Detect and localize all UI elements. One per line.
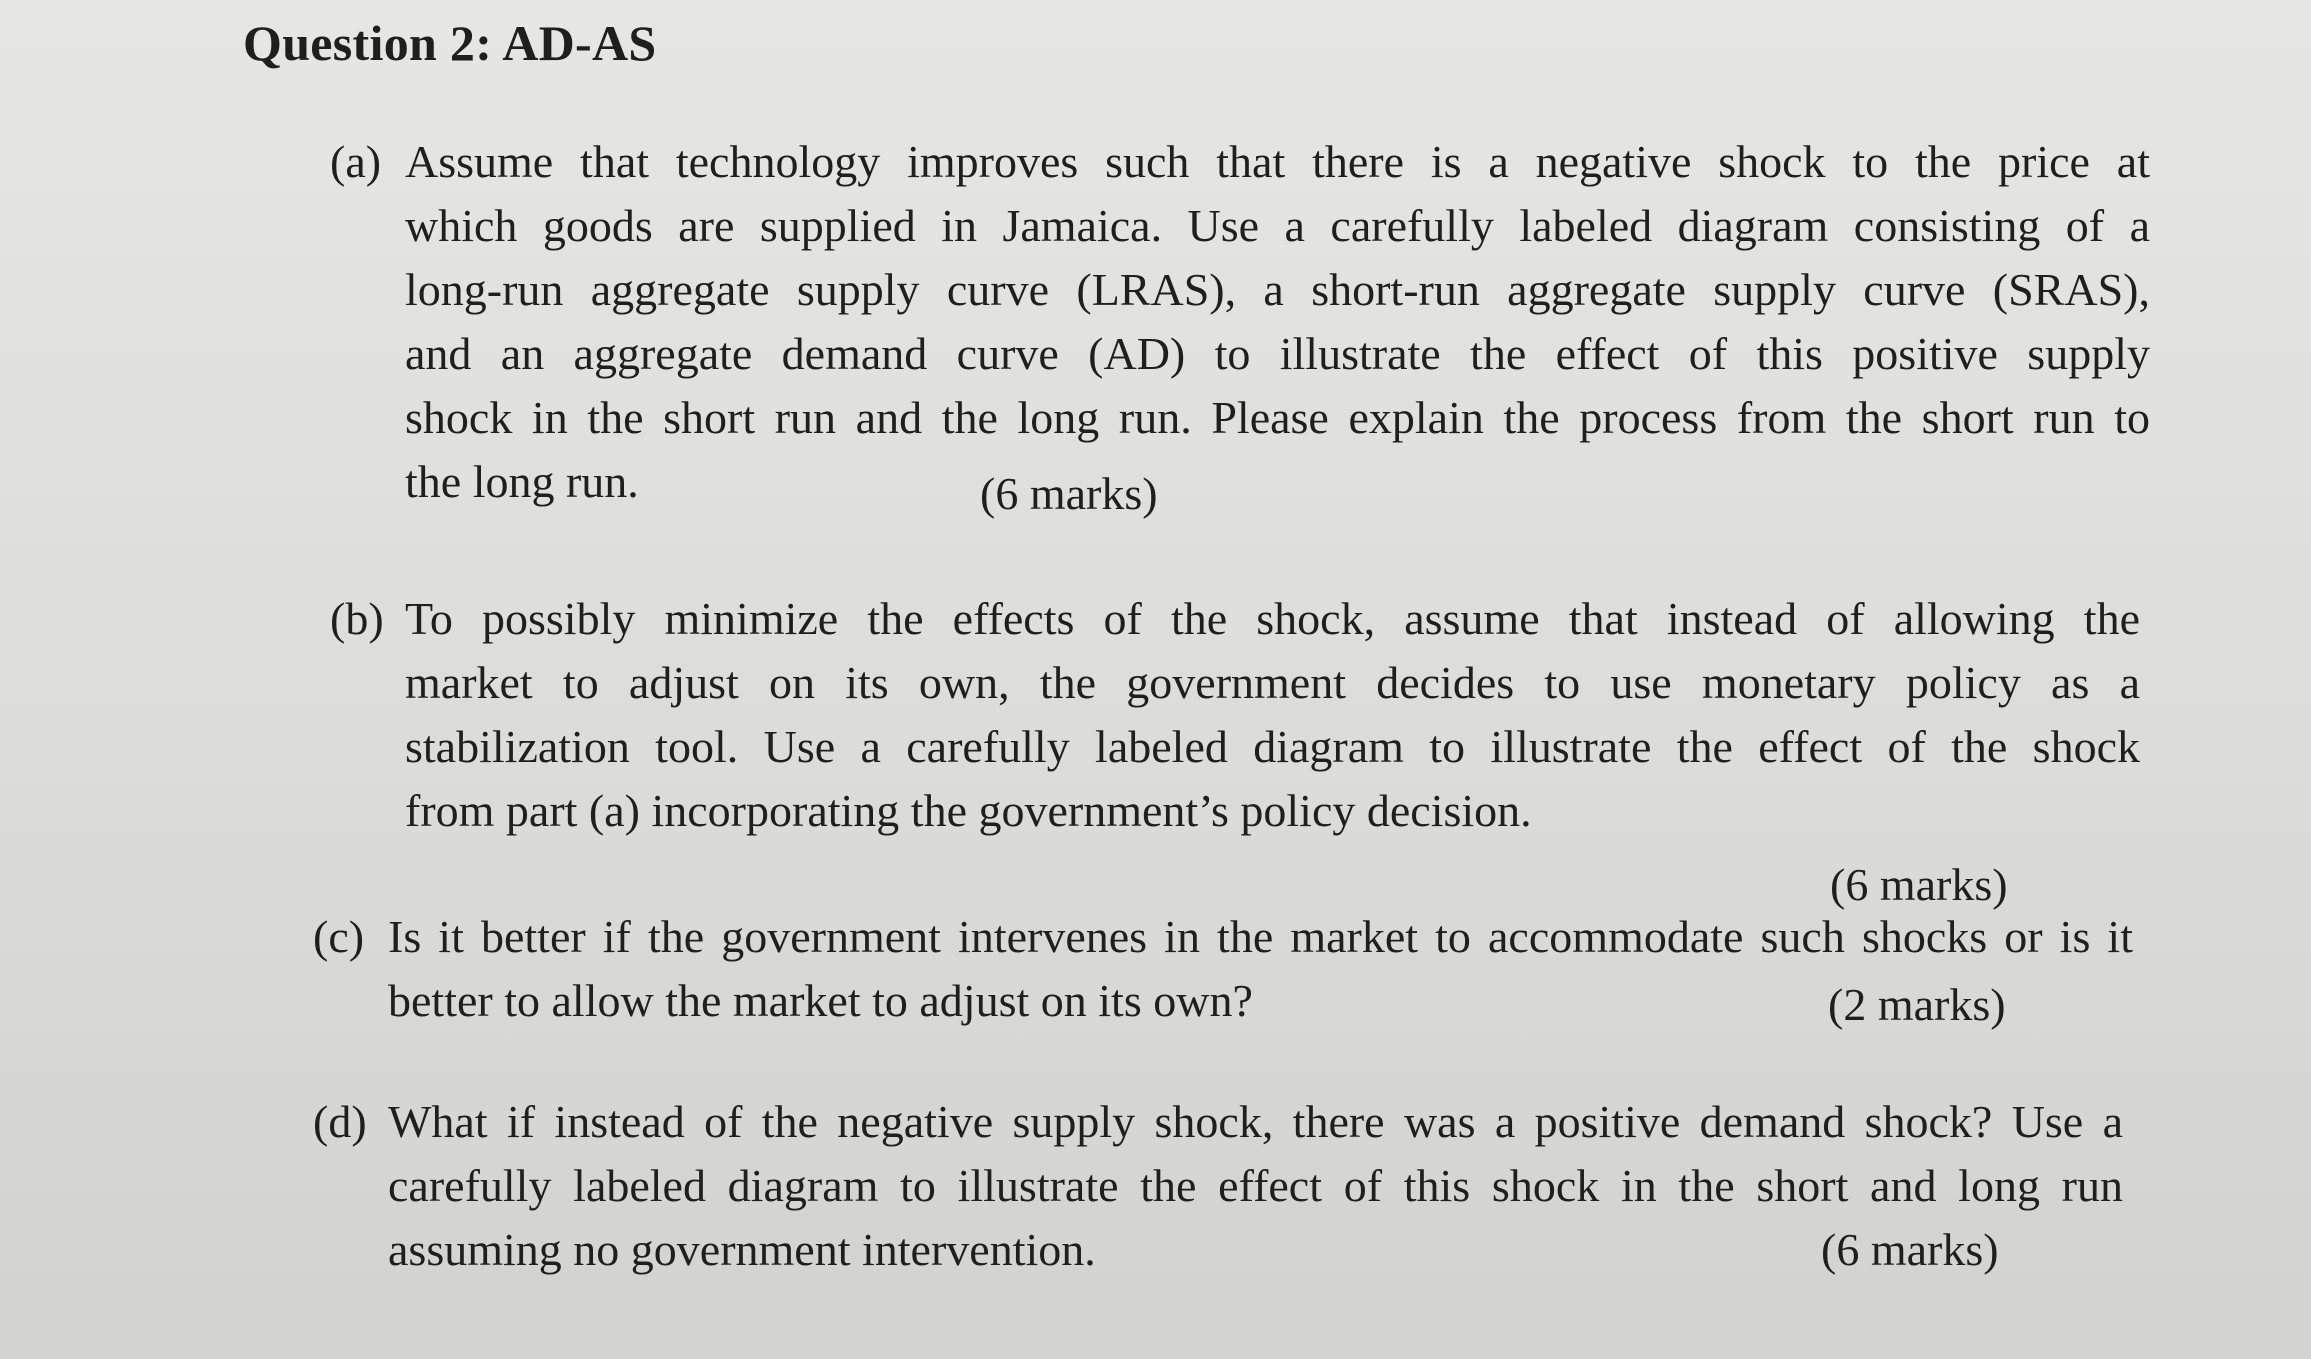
part-d-line-1: What if instead of the negative supply shock, there was a positive demand shock? Use a xyxy=(388,1096,2123,1147)
part-d-line-2: carefully labeled diagram to illustrate the effect of this shock in the short and long run xyxy=(388,1160,2123,1211)
part-a-label: (a) xyxy=(330,136,382,187)
part-b-text xyxy=(405,587,2140,843)
part-a-text xyxy=(405,130,2150,514)
part-d-line-3: assuming no government intervention. xyxy=(388,1224,1096,1275)
part-c-line-2: better to allow the market to adjust on its own? xyxy=(388,975,1253,1026)
part-a-line-1: Assume that technology improves such that there is a negative shock to the price at xyxy=(405,136,2150,187)
part-b-line-2: market to adjust on its own, the government decides to use monetary policy as a xyxy=(405,657,2140,708)
part-a-line-5: shock in the short run and the long run. Please explain the process from the short run to xyxy=(405,392,2150,443)
part-d-label: (d) xyxy=(313,1096,367,1147)
part-a-line-4: and an aggregate demand curve (AD) to illustrate the effect of this positive supply xyxy=(405,328,2150,379)
question-title: Question 2: AD-AS xyxy=(243,15,657,71)
part-a-line-2: which goods are supplied in Jamaica. Use a carefully labeled diagram consisting of a xyxy=(405,200,2150,251)
part-c-label: (c) xyxy=(313,911,365,962)
part-b-line-3: stabilization tool. Use a carefully labeled diagram to illustrate the effect of the shock xyxy=(405,721,2140,772)
part-c-line-1: Is it better if the government intervenes in the market to accommodate such shocks or is it xyxy=(388,911,2133,962)
part-b-label: (b) xyxy=(330,593,384,644)
part-d-marks: (6 marks) xyxy=(1821,1224,1999,1275)
part-a-marks: (6 marks) xyxy=(980,468,1158,519)
part-c-marks: (2 marks) xyxy=(1828,979,2006,1030)
part-b-line-1: To possibly minimize the effects of the shock, assume that instead of allowing the xyxy=(405,593,2140,644)
part-a-line-6: the long run. xyxy=(405,456,639,507)
part-a-line-3: long-run aggregate supply curve (LRAS), a short-run aggregate supply curve (SRAS), xyxy=(405,264,2150,315)
part-b-line-4: from part (a) incorporating the government’s policy decision. xyxy=(405,785,1532,836)
part-b-marks: (6 marks) xyxy=(1830,859,2008,910)
